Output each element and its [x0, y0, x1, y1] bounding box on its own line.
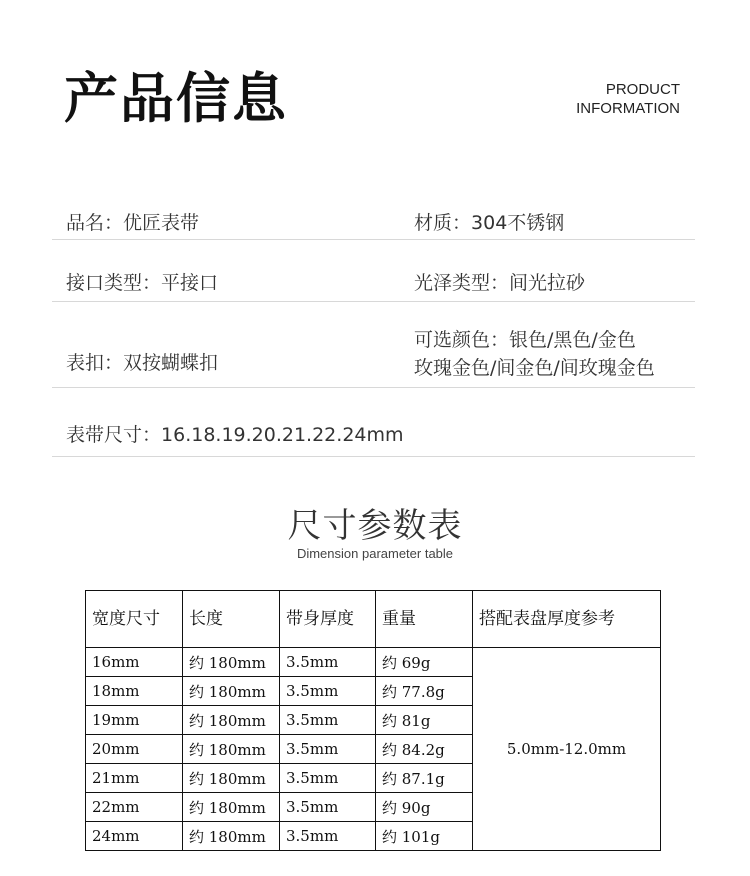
- product-name: [66, 208, 199, 235]
- page-title-english: [576, 80, 680, 118]
- cell-weight: 约 69g: [376, 648, 473, 677]
- cell-length: 约 180mm: [183, 706, 280, 735]
- material-value: 304不锈钢: [471, 212, 565, 234]
- product-name-value: 优匠表带: [123, 212, 200, 234]
- info-row-interface-finish: [52, 240, 695, 302]
- cell-weight: 约 101g: [376, 822, 473, 851]
- strap-size: [66, 420, 404, 447]
- buckle: [66, 348, 218, 375]
- cell-width: 24mm: [86, 822, 183, 851]
- material-label: 材质：: [414, 212, 472, 234]
- cell-width: 22mm: [86, 793, 183, 822]
- interface-type: [66, 268, 218, 295]
- cell-width: 19mm: [86, 706, 183, 735]
- interface-type-value: 平接口: [161, 272, 219, 294]
- colors-value-line1: 银色/黑色/金色: [509, 329, 636, 351]
- title-en-line2: INFORMATION: [576, 100, 680, 117]
- cell-width: 18mm: [86, 677, 183, 706]
- colors-label: 可选颜色：: [414, 329, 510, 351]
- cell-length: 约 180mm: [183, 822, 280, 851]
- table-row: [86, 648, 661, 677]
- header-dial-ref: 搭配表盘厚度参考: [473, 591, 661, 648]
- cell-thickness: 3.5mm: [280, 793, 376, 822]
- cell-thickness: 3.5mm: [280, 648, 376, 677]
- buckle-label: 表扣：: [66, 352, 124, 374]
- cell-thickness: 3.5mm: [280, 764, 376, 793]
- cell-dial-ref: 5.0mm-12.0mm: [473, 648, 661, 851]
- info-row-buckle-colors: [52, 302, 695, 388]
- title-en-line1: PRODUCT: [605, 81, 680, 98]
- spec-table-subtitle: Dimension parameter table: [296, 546, 454, 561]
- buckle-value: 双按蝴蝶扣: [123, 352, 219, 374]
- header-width: 宽度尺寸: [86, 591, 183, 648]
- page-title: 产品信息: [64, 67, 288, 130]
- available-colors: [414, 326, 655, 382]
- cell-length: 约 180mm: [183, 735, 280, 764]
- cell-length: 约 180mm: [183, 648, 280, 677]
- cell-thickness: 3.5mm: [280, 706, 376, 735]
- finish-type-label: 光泽类型：: [414, 272, 510, 294]
- material: [414, 208, 564, 235]
- dimension-table: [85, 590, 661, 851]
- strap-size-label: 表带尺寸：: [66, 424, 162, 446]
- header-weight: 重量: [376, 591, 473, 648]
- cell-length: 约 180mm: [183, 764, 280, 793]
- info-row-size: [52, 388, 695, 457]
- cell-weight: 约 77.8g: [376, 677, 473, 706]
- header-length: 长度: [183, 591, 280, 648]
- table-header-row: [86, 591, 661, 648]
- finish-type: [414, 268, 585, 295]
- info-row-name-material: [52, 200, 695, 240]
- cell-length: 约 180mm: [183, 677, 280, 706]
- cell-width: 20mm: [86, 735, 183, 764]
- product-name-label: 品名：: [66, 212, 124, 234]
- cell-thickness: 3.5mm: [280, 822, 376, 851]
- cell-weight: 约 84.2g: [376, 735, 473, 764]
- header-thickness: 带身厚度: [280, 591, 376, 648]
- cell-weight: 约 90g: [376, 793, 473, 822]
- spec-table-title: 尺寸参数表: [287, 506, 463, 546]
- cell-thickness: 3.5mm: [280, 677, 376, 706]
- strap-size-value: 16.18.19.20.21.22.24mm: [161, 424, 404, 446]
- interface-type-label: 接口类型：: [66, 272, 162, 294]
- cell-width: 16mm: [86, 648, 183, 677]
- finish-type-value: 间光拉砂: [509, 272, 586, 294]
- colors-value-line2: 玫瑰金色/间金色/间玫瑰金色: [414, 357, 655, 379]
- cell-length: 约 180mm: [183, 793, 280, 822]
- cell-width: 21mm: [86, 764, 183, 793]
- cell-weight: 约 87.1g: [376, 764, 473, 793]
- cell-weight: 约 81g: [376, 706, 473, 735]
- cell-thickness: 3.5mm: [280, 735, 376, 764]
